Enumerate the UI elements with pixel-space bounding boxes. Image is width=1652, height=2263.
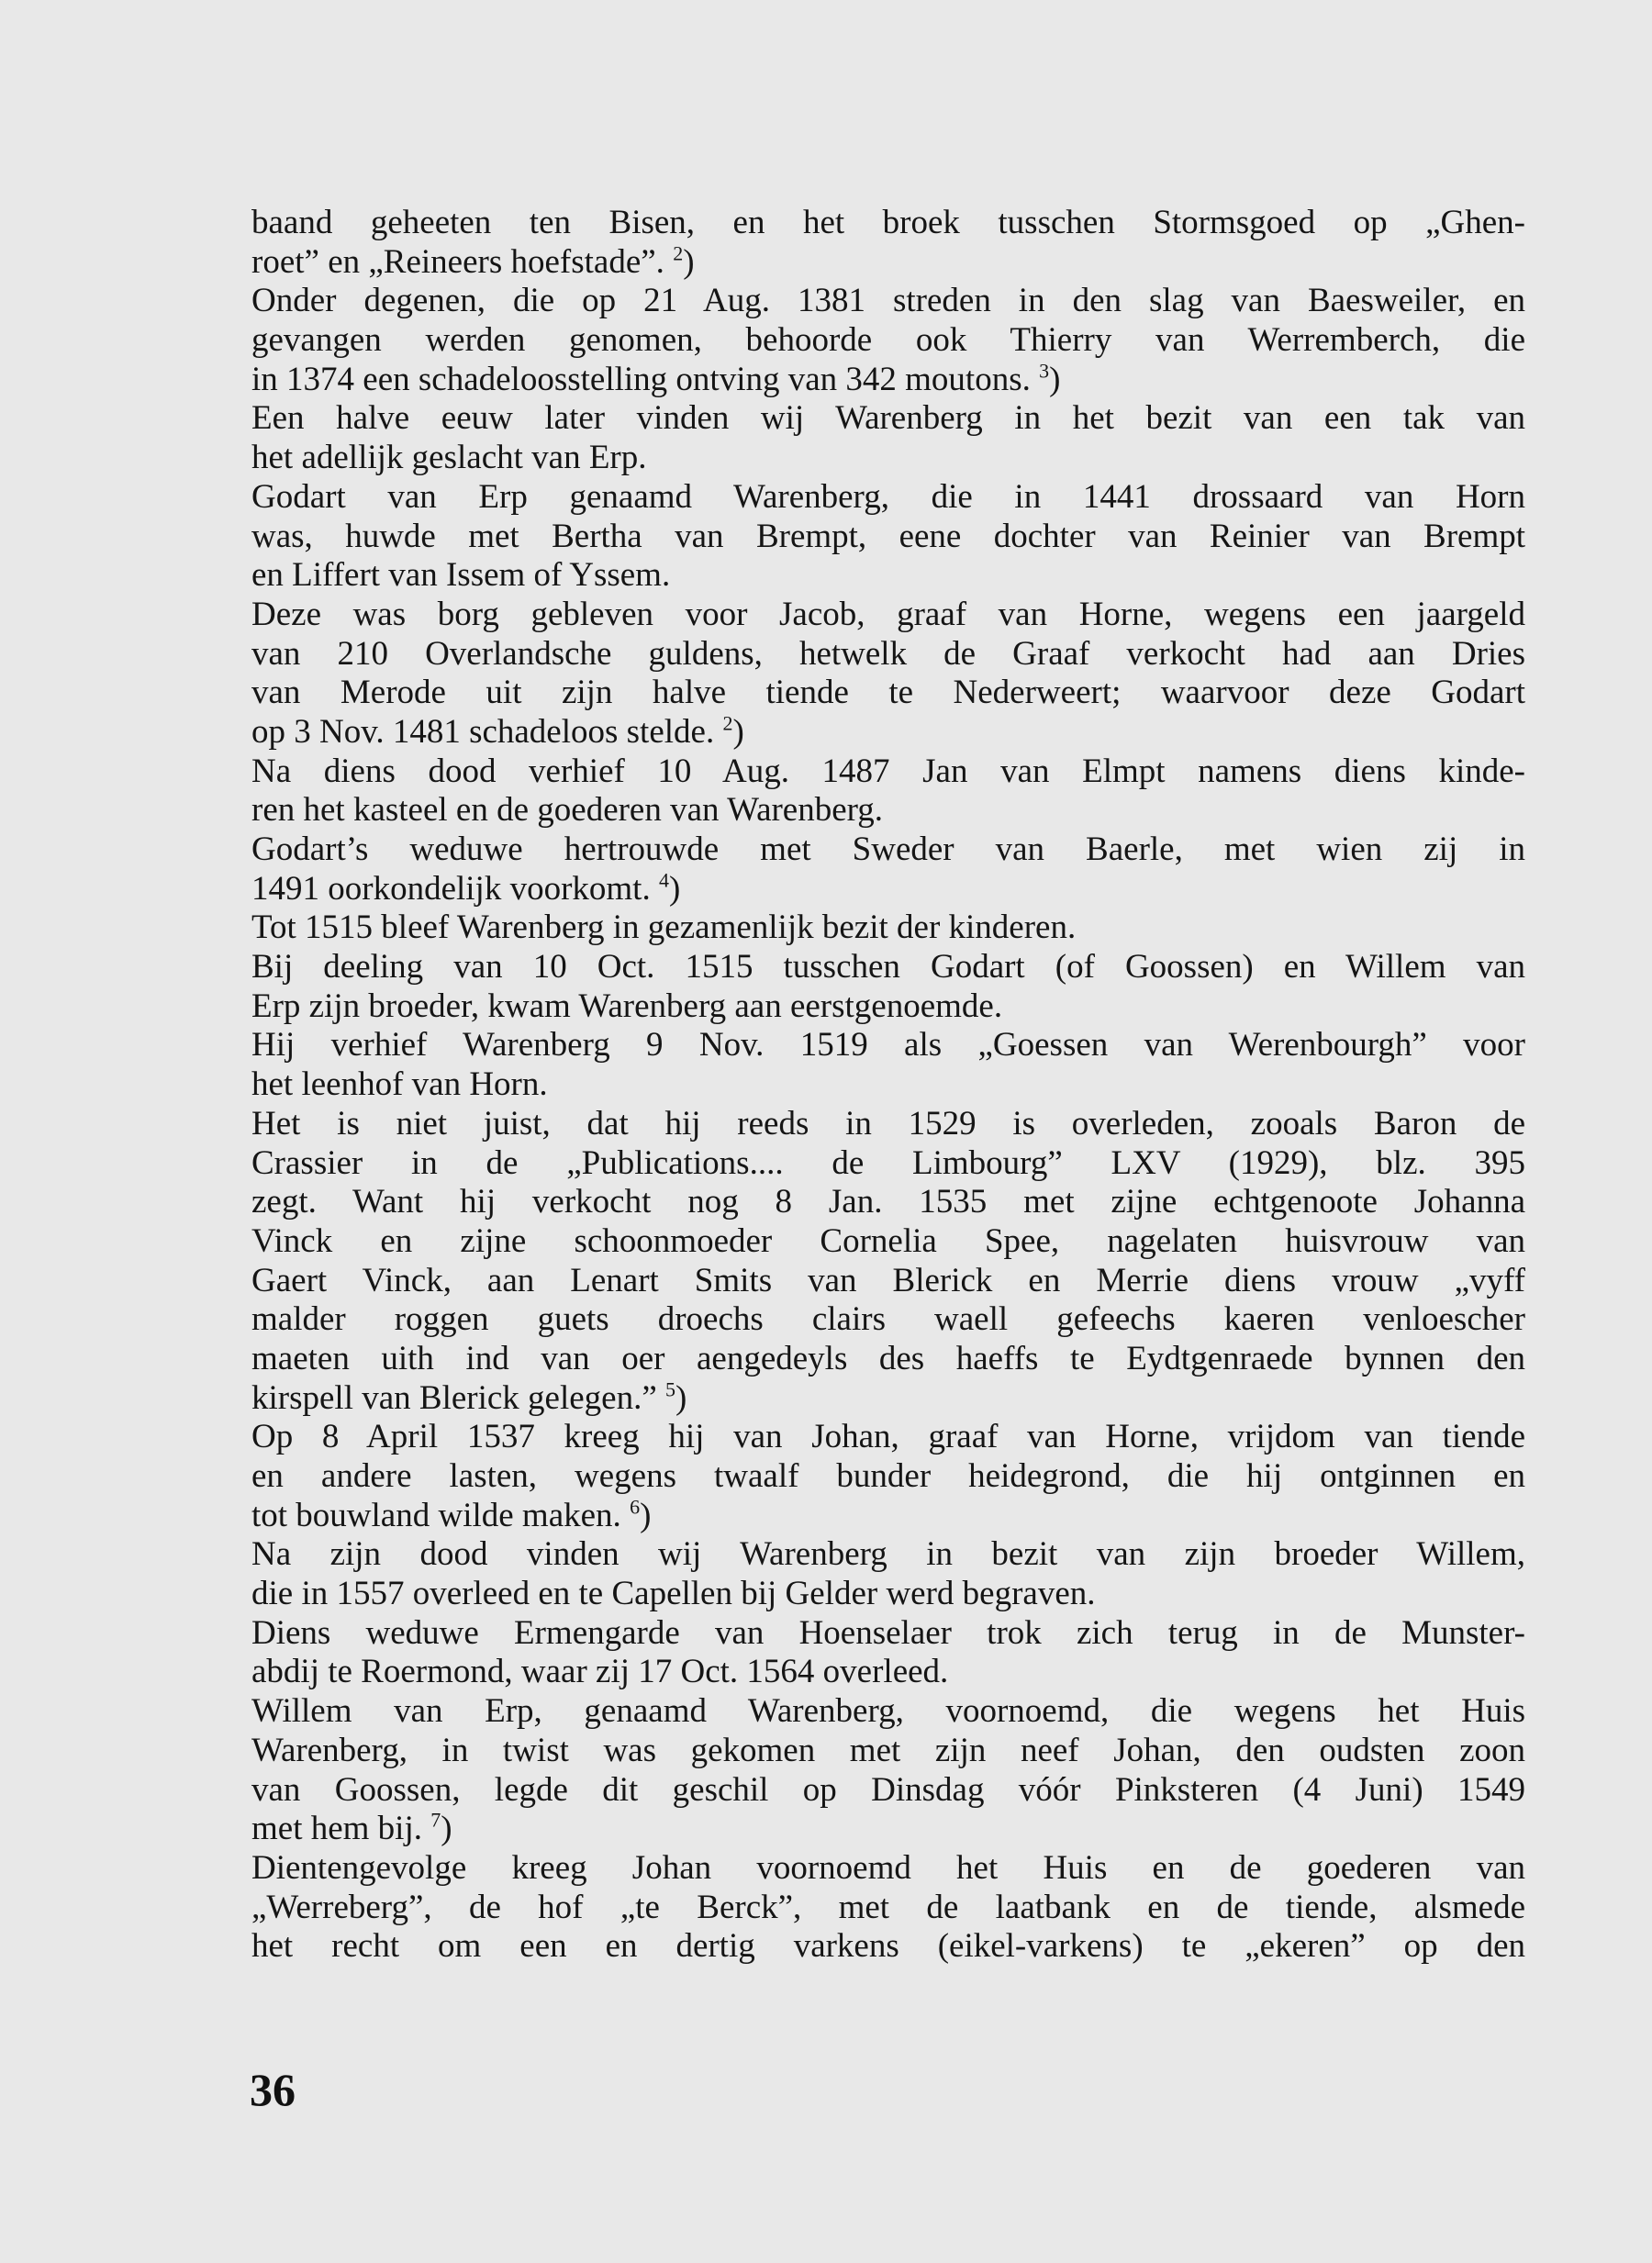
text-line xyxy=(251,556,1525,596)
text-line xyxy=(251,518,1525,557)
text-line-content: het adellijk geslacht van Erp. xyxy=(251,439,647,477)
text-line-content: maeten uith ind van oer aengedeyls des haeffs te Eydtgenraede bynnen den xyxy=(251,1339,1525,1377)
text-line xyxy=(251,1183,1525,1222)
text-line-content: Crassier in de „Publications.... de Limbourg” LXV (1929), blz. 395 xyxy=(251,1143,1525,1182)
text-line-content: Godart van Erp genaamd Warenberg, die in 1441 drossaard van Horn xyxy=(251,477,1525,516)
footnote-marker: 6 xyxy=(630,1495,641,1519)
text-line xyxy=(251,1653,1525,1692)
text-line xyxy=(251,1927,1525,1967)
text-line-content: Vinck en zijne schoonmoeder Cornelia Spee, nagelaten huisvrouw van xyxy=(251,1221,1525,1260)
text-line xyxy=(251,791,1525,831)
text-line-content: van 210 Overlandsche guldens, hetwelk de Graaf verkocht had aan Dries xyxy=(251,634,1525,673)
footnote-marker: 4 xyxy=(658,868,669,892)
text-line xyxy=(251,1692,1525,1732)
text-line xyxy=(251,1810,1525,1849)
text-line-content: abdij te Roermond, waar zij 17 Oct. 1564 overleed. xyxy=(251,1653,949,1691)
text-line xyxy=(251,1065,1525,1105)
text-line xyxy=(251,204,1525,243)
text-line xyxy=(251,1457,1525,1497)
footnote-marker: 2 xyxy=(722,711,733,735)
text-line xyxy=(251,1771,1525,1811)
text-line xyxy=(251,1418,1525,1457)
text-line-content: Een halve eeuw later vinden wij Warenberg in het bezit van een tak van xyxy=(251,399,1525,438)
footnote-paren: ) xyxy=(1049,360,1061,398)
text-line xyxy=(251,1732,1525,1771)
text-line xyxy=(251,870,1525,909)
text-line xyxy=(251,1575,1525,1614)
text-line xyxy=(251,1300,1525,1340)
text-line-content: op 3 Nov. 1481 schadeloos stelde. xyxy=(251,712,715,751)
text-line xyxy=(251,399,1525,439)
text-line xyxy=(251,596,1525,635)
footnote-marker: 5 xyxy=(665,1377,676,1401)
text-line xyxy=(251,1535,1525,1575)
text-line-content: Tot 1515 bleef Warenberg in gezamenlijk bezit der kinderen. xyxy=(251,909,1077,947)
text-line-content: die in 1557 overleed en te Capellen bij Gelder werd begraven. xyxy=(251,1575,1096,1613)
text-line-content: met hem bij. xyxy=(251,1810,422,1848)
text-line-content: Diens weduwe Ermengarde van Hoenselaer trok zich terug in de Munster- xyxy=(251,1613,1525,1652)
footnote-paren: ) xyxy=(441,1810,452,1848)
text-line-content: Onder degenen, die op 21 Aug. 1381 streden in den slag van Baesweiler, en xyxy=(251,282,1525,320)
text-line-content: Na diens dood verhief 10 Aug. 1487 Jan van Elmpt namens diens kinde- xyxy=(251,752,1525,790)
text-line-content: het leenhof van Horn. xyxy=(251,1065,548,1104)
text-line xyxy=(251,282,1525,321)
text-line xyxy=(251,1340,1525,1379)
text-line-content: Willem van Erp, genaamd Warenberg, voornoemd, die wegens het Huis xyxy=(251,1692,1525,1731)
text-line xyxy=(251,635,1525,674)
text-line-content: 1491 oorkondelijk voorkomt. xyxy=(251,869,651,908)
text-line-content: van Goossen, legde dit geschil op Dinsdag vóór Pinksteren (4 Juni) 1549 xyxy=(251,1770,1525,1809)
text-line xyxy=(251,831,1525,870)
text-line xyxy=(251,478,1525,518)
text-line-content: was, huwde met Bertha van Brempt, eene dochter van Reinier van Brempt xyxy=(251,517,1525,555)
text-line xyxy=(251,1849,1525,1889)
footnote-paren: ) xyxy=(683,242,695,281)
text-line-content: Op 8 April 1537 kreeg hij van Johan, graaf van Horne, vrijdom van tiende xyxy=(251,1418,1525,1456)
text-line-content: en andere lasten, wegens twaalf bunder heidegrond, die hij ontginnen en xyxy=(251,1457,1525,1495)
text-line xyxy=(251,1026,1525,1065)
footnote-paren: ) xyxy=(675,1378,687,1417)
text-line-content: het recht om een en dertig varkens (eikel-varkens) te „ekeren” op den xyxy=(251,1927,1525,1966)
footnote-marker: 3 xyxy=(1039,359,1050,383)
footnote-paren: ) xyxy=(668,869,681,908)
text-line xyxy=(251,1614,1525,1654)
text-line xyxy=(251,674,1525,713)
text-line xyxy=(251,948,1525,987)
footnote-marker: 7 xyxy=(430,1808,441,1832)
text-line xyxy=(251,321,1525,361)
text-line-content: Na zijn dood vinden wij Warenberg in bezit van zijn broeder Willem, xyxy=(251,1535,1525,1574)
text-line-content: Deze was borg gebleven voor Jacob, graaf van Horne, wegens een jaargeld xyxy=(251,595,1525,633)
text-line xyxy=(251,987,1525,1027)
text-line xyxy=(251,1497,1525,1536)
text-line xyxy=(251,243,1525,283)
footnote-paren: ) xyxy=(732,712,744,751)
text-line-content: en Liffert van Issem of Yssem. xyxy=(251,556,671,595)
text-line-content: roet” en „Reineers hoefstade”. xyxy=(251,242,664,281)
text-line-content: in 1374 een schadeloosstelling ontving van 342 moutons. xyxy=(251,360,1031,398)
footnote-paren: ) xyxy=(640,1496,652,1534)
text-line xyxy=(251,361,1525,400)
text-line xyxy=(251,1889,1525,1928)
text-line xyxy=(251,713,1525,752)
text-line xyxy=(251,1379,1525,1419)
text-line-content: ren het kasteel en de goederen van Warenberg. xyxy=(251,791,884,830)
text-line-content: Bij deeling van 10 Oct. 1515 tusschen Godart (of Goossen) en Willem van xyxy=(251,948,1525,987)
text-line-content: malder roggen guets droechs clairs waell gefeechs kaeren venloescher xyxy=(251,1300,1525,1339)
page-number: 36 xyxy=(250,2064,296,2115)
text-line xyxy=(251,1262,1525,1301)
text-line xyxy=(251,1222,1525,1262)
text-line xyxy=(251,1105,1525,1144)
text-line-content: Het is niet juist, dat hij reeds in 1529 is overleden, zooals Baron de xyxy=(251,1104,1525,1143)
text-line-content: Godart’s weduwe hertrouwde met Sweder van Baerle, met wien zij in xyxy=(251,831,1525,868)
text-line-content: gevangen werden genomen, behoorde ook Thierry van Werremberch, die xyxy=(251,321,1525,360)
body-text xyxy=(251,204,1525,1967)
text-line-content: kirspell van Blerick gelegen.” xyxy=(251,1378,657,1417)
text-line-content: Dientengevolge kreeg Johan voornoemd het Huis en de goederen van xyxy=(251,1848,1525,1887)
text-line-content: zegt. Want hij verkocht nog 8 Jan. 1535 met zijne echtgenoote Johanna xyxy=(251,1183,1525,1221)
text-line xyxy=(251,1144,1525,1184)
text-line-content: tot bouwland wilde maken. xyxy=(251,1496,621,1534)
text-line-content: „Werreberg”, de hof „te Berck”, met de laatbank en de tiende, alsmede xyxy=(251,1888,1525,1926)
text-line xyxy=(251,752,1525,792)
text-line-content: Hij verhief Warenberg 9 Nov. 1519 als „Goessen van Werenbourgh” voor xyxy=(251,1026,1525,1065)
footnote-marker: 2 xyxy=(673,241,684,265)
text-line-content: Gaert Vinck, aan Lenart Smits van Blerick en Merrie diens vrouw „vyff xyxy=(251,1261,1525,1299)
text-line-content: Erp zijn broeder, kwam Warenberg aan eerstgenoemde. xyxy=(251,987,1003,1025)
text-line-content: Warenberg, in twist was gekomen met zijn neef Johan, den oudsten zoon xyxy=(251,1731,1525,1769)
text-line-content: van Merode uit zijn halve tiende te Nederweert; waarvoor deze Godart xyxy=(251,674,1525,712)
text-line xyxy=(251,439,1525,478)
text-line xyxy=(251,909,1525,948)
text-line-content: baand geheeten ten Bisen, en het broek tusschen Stormsgoed op „Ghen- xyxy=(251,204,1525,241)
